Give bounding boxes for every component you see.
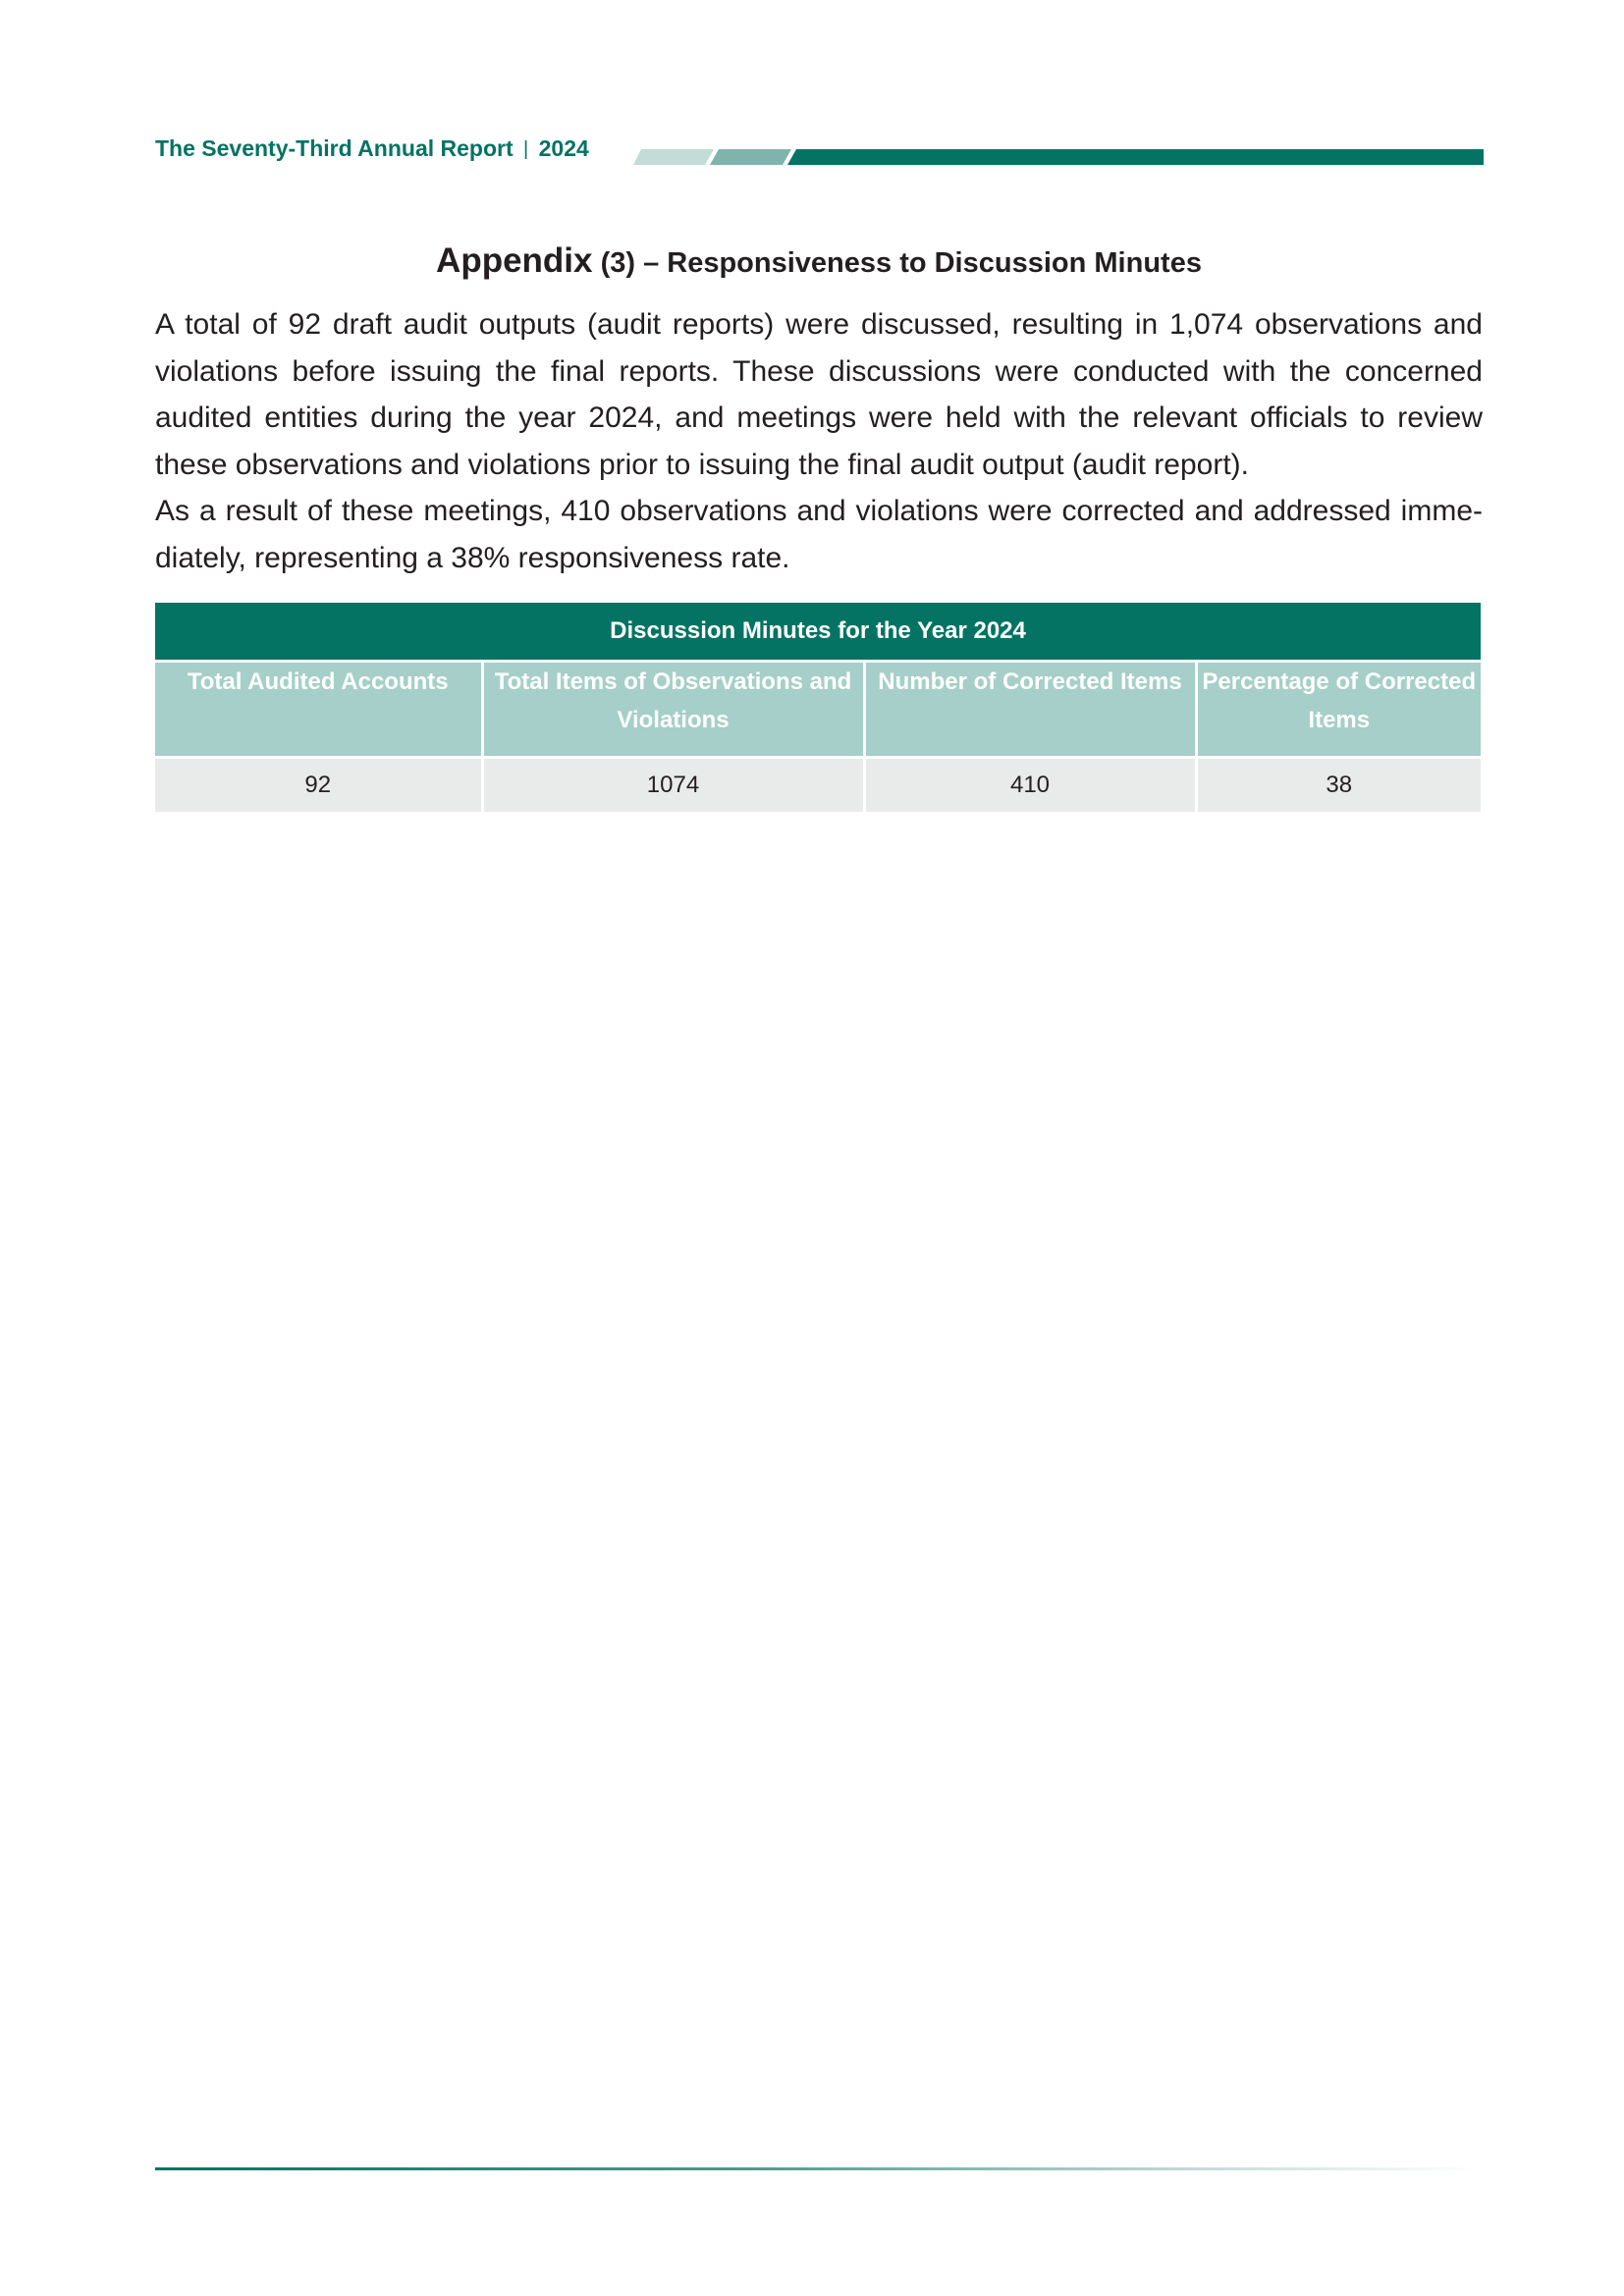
column-header: Percentage of Corrected Items xyxy=(1196,662,1481,758)
appendix-word: Appendix xyxy=(436,241,593,280)
appendix-subtitle: (3) – Responsiveness to Discussion Minutes xyxy=(600,247,1202,279)
column-header: Number of Corrected Items xyxy=(864,662,1196,758)
report-title: The Seventy-Third Annual Report xyxy=(155,135,514,161)
table-cell: 92 xyxy=(155,758,482,813)
body-paragraph-1: A total of 92 draft audit outputs (audit reports) were discussed, resulting in 1,074 observations and violations before issuing the final reports. These discussions were conducted with the concerned audited entities during the year 2024, and meetings were held with the relevant officials to review these observations and violations prior to issuing the final audit output (audit report). xyxy=(155,308,1483,481)
header-separator: | xyxy=(523,138,529,160)
header-bar-dark xyxy=(787,149,1484,165)
column-header: Total Items of Observations and Violations xyxy=(482,662,864,758)
header-bar-mid xyxy=(710,149,791,165)
report-header-title xyxy=(155,135,589,162)
table-cell: 38 xyxy=(1196,758,1481,813)
table-caption: Discussion Minutes for the Year 2024 xyxy=(155,603,1481,662)
body-text xyxy=(155,301,1483,581)
table-cell: 1074 xyxy=(482,758,864,813)
footer-divider xyxy=(155,2167,1483,2170)
table-header-row xyxy=(155,662,1481,758)
appendix-title xyxy=(155,241,1483,281)
column-header: Total Audited Accounts xyxy=(155,662,482,758)
table-caption-row xyxy=(155,603,1481,662)
discussion-minutes-table xyxy=(155,603,1481,812)
header-decorative-bars xyxy=(633,149,1484,167)
table-row xyxy=(155,758,1481,813)
body-paragraph-2: As a result of these meetings, 410 observations and violations were corrected and addressed imme-diately, representing a 38% responsiveness rate. xyxy=(155,495,1483,574)
report-year: 2024 xyxy=(538,135,589,161)
header-bar-light xyxy=(633,149,714,165)
table-cell: 410 xyxy=(864,758,1196,813)
